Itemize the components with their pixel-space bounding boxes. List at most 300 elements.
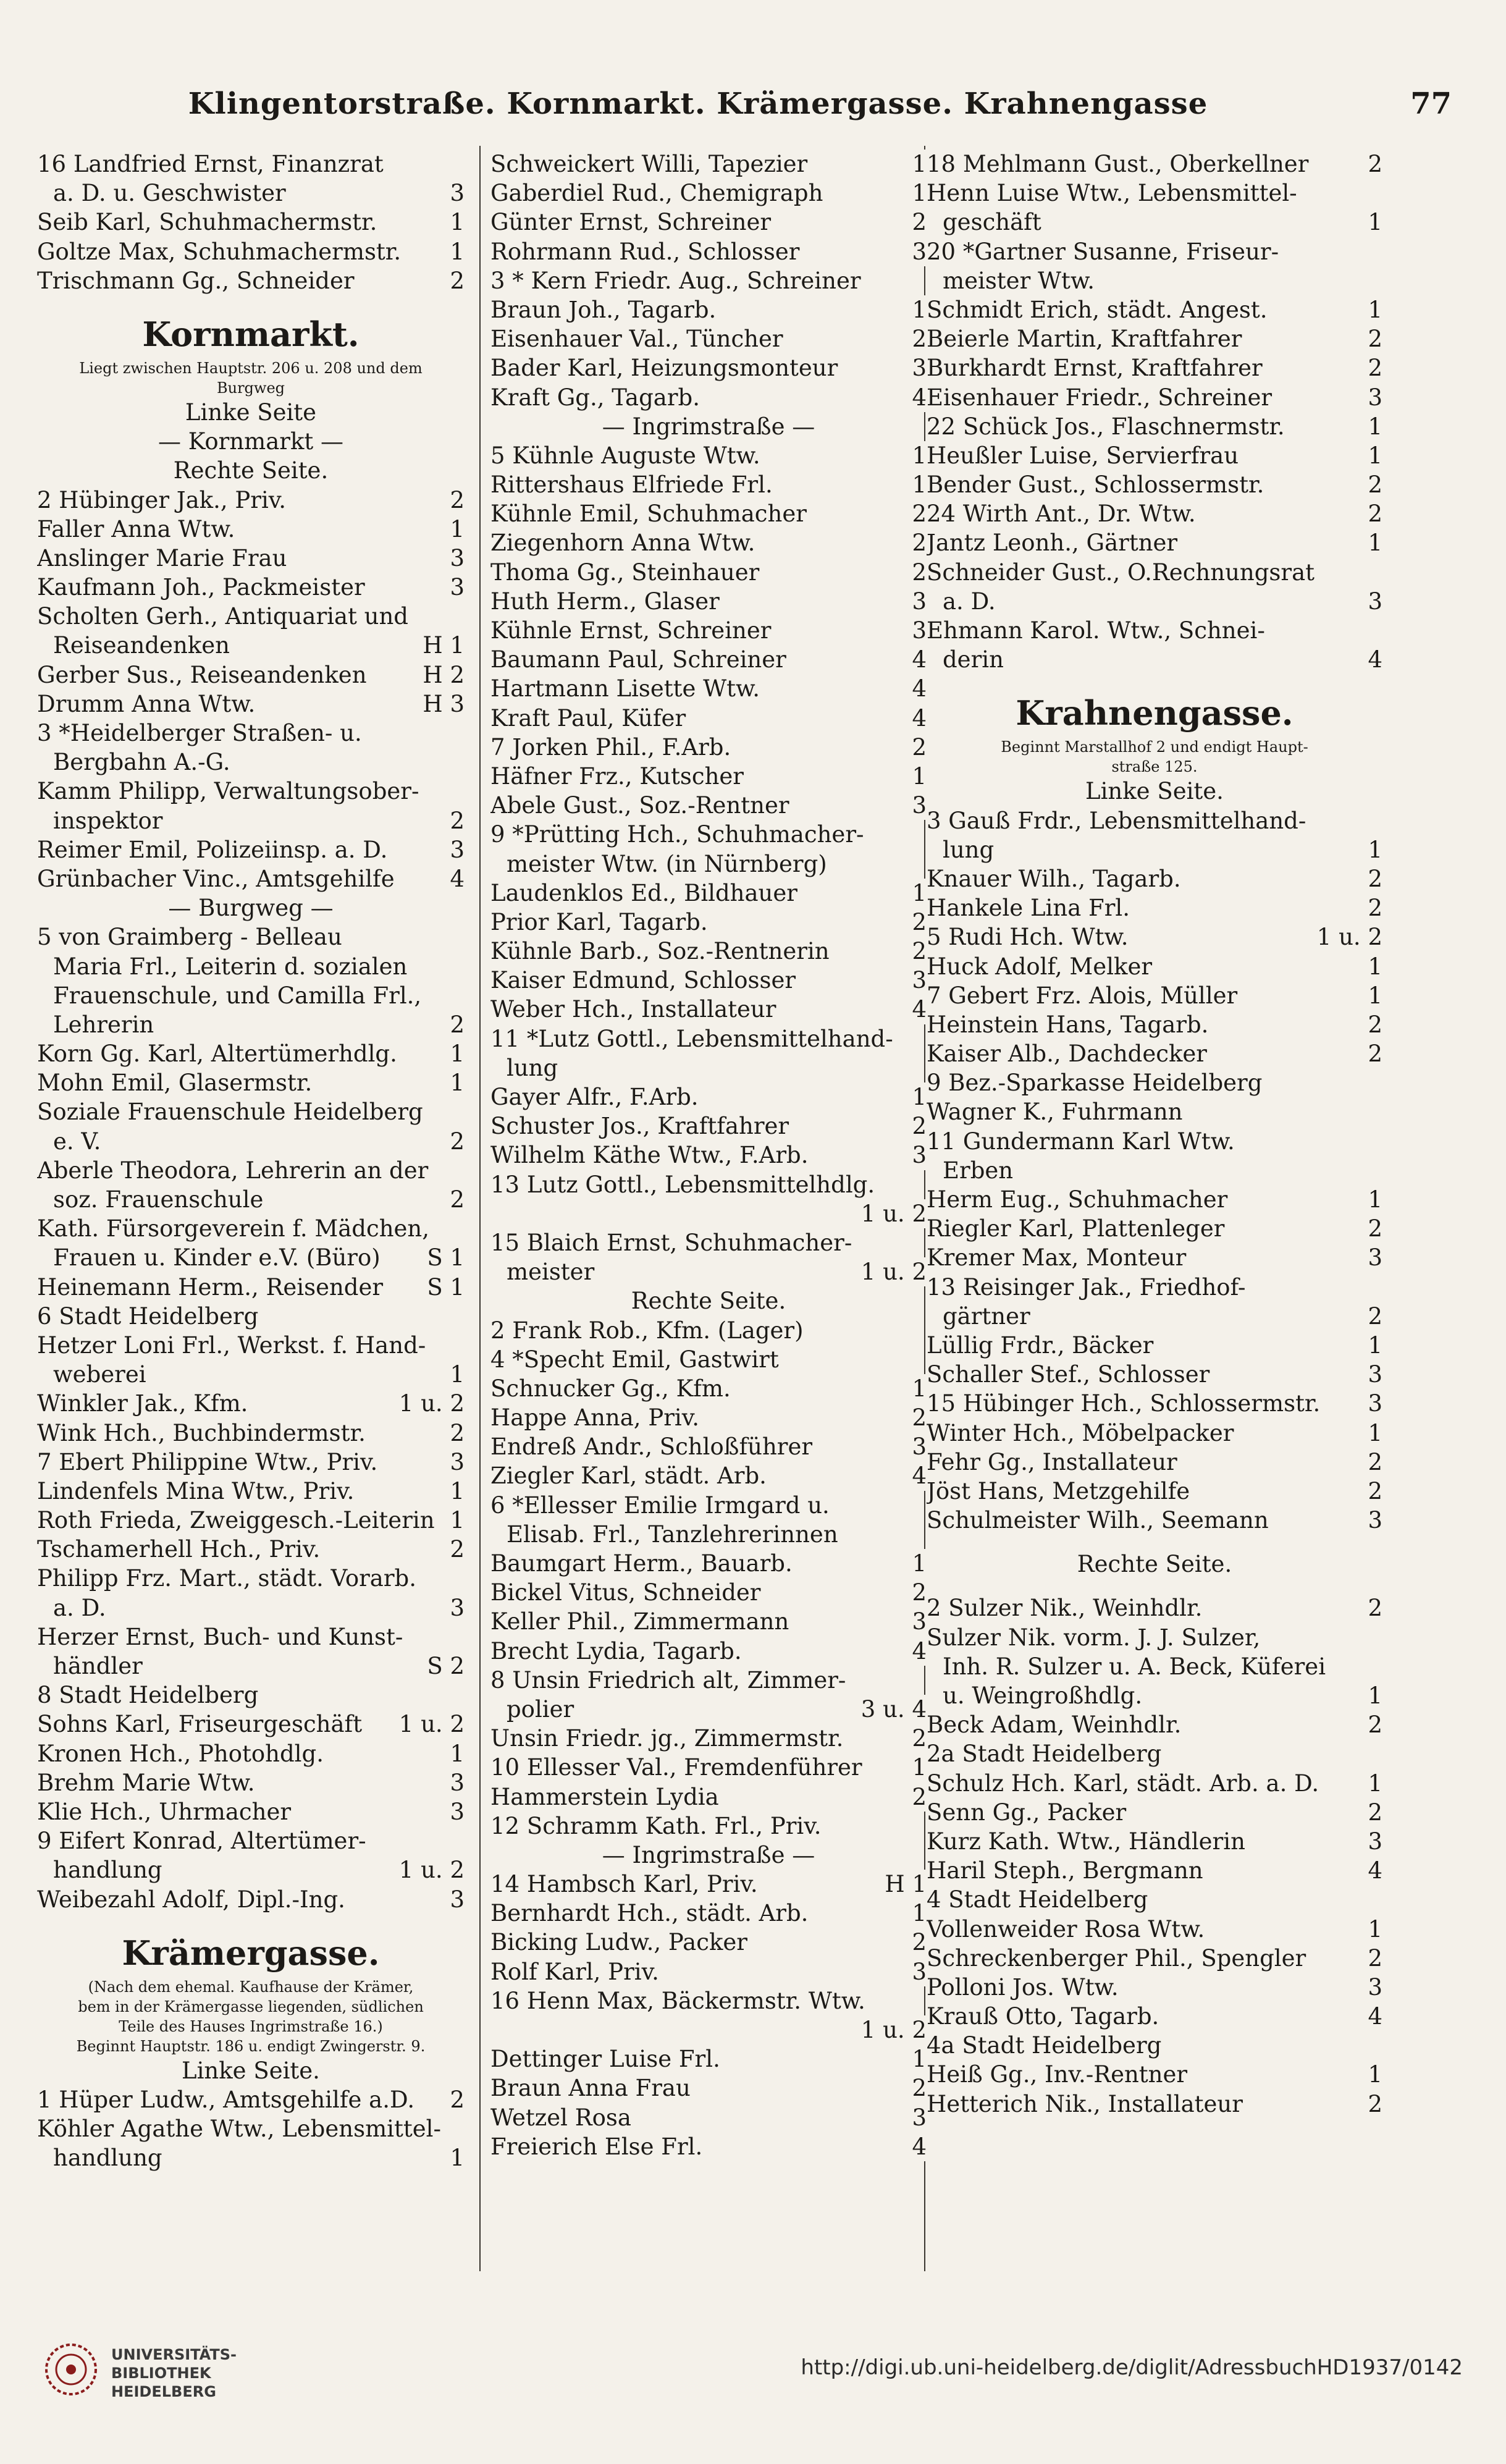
entry-floor: S 2: [424, 1652, 465, 1681]
entry-text: Hetzer Loni Frl., Werkst. f. Hand-: [37, 1331, 426, 1359]
entry-text: handlung: [53, 1857, 162, 1884]
entry-text: Herm Eug., Schuhmacher: [927, 1186, 1228, 1213]
directory-entry: [490, 2132, 927, 2161]
entry-floor: 2: [447, 2085, 465, 2114]
entry-text: 5 Kühnle Auguste Wtw.: [490, 442, 760, 469]
directory-entry: [927, 295, 1382, 324]
entry-floor: 3: [1365, 383, 1382, 412]
directory-entry: [37, 1768, 465, 1797]
entry-text: Heinemann Herm., Reisender: [37, 1273, 384, 1301]
directory-entry: [490, 1257, 927, 1286]
entry-text: Aberle Theodora, Lehrerin an der: [37, 1157, 429, 1184]
entry-floor: 3: [909, 1141, 927, 1170]
directory-entry: [37, 1885, 465, 1914]
entry-text: a. D.: [53, 1594, 106, 1621]
directory-entry: [490, 1695, 927, 1724]
entry-text: Thoma Gg., Steinhauer: [490, 559, 760, 586]
entry-text: Dettinger Luise Frl.: [490, 2046, 720, 2073]
entry-text: Bickel Vitus, Schneider: [490, 1579, 761, 1606]
entry-text: 16 Landfried Ernst, Finanzrat: [37, 151, 384, 177]
directory-entry: [490, 587, 927, 616]
entry-text: — Ingrimstraße —: [602, 413, 815, 440]
entry-floor: 1: [447, 1360, 465, 1389]
entry-floor: 1: [447, 1039, 465, 1068]
entry-text: Krämergasse.: [122, 1933, 380, 1973]
entry-text: Jöst Hans, Metzgehilfe: [927, 1477, 1190, 1504]
entry-text: meister Wtw.: [943, 267, 1095, 294]
entry-floor: 1: [909, 470, 927, 499]
entry-floor: 3: [909, 587, 927, 616]
entry-text: Kaufmann Joh., Packmeister: [37, 574, 365, 601]
entry-text: Knauer Wilh., Tagarb.: [927, 865, 1181, 892]
entry-text: Schneider Gust., O.Rechnungsrat: [927, 559, 1315, 586]
entry-floor: 2: [1365, 499, 1382, 528]
entry-floor: 1: [1365, 1769, 1382, 1798]
entry-text: Brecht Lydia, Tagarb.: [490, 1637, 742, 1664]
entry-floor: 1 u. 2: [397, 1855, 465, 1884]
page-footer: [0, 2323, 1506, 2464]
entry-text: Braun Anna Frau: [490, 2075, 691, 2102]
entry-text: 9 Eifert Konrad, Altertümer-: [37, 1828, 366, 1855]
directory-entry: [490, 1753, 927, 1782]
entry-floor: 3: [447, 179, 465, 208]
entry-text: — Ingrimstraße —: [602, 1841, 815, 1868]
directory-entry: [927, 353, 1382, 382]
directory-entry: [927, 1593, 1382, 1622]
entry-text: Klie Hch., Uhrmacher: [37, 1798, 292, 1825]
directory-entry: [490, 733, 927, 762]
directory-entry: [490, 1082, 927, 1112]
entry-floor: 1: [1365, 528, 1382, 557]
directory-entry: [37, 922, 465, 951]
entry-text: Vollenweider Rosa Wtw.: [927, 1915, 1205, 1943]
library-logo: [43, 2323, 237, 2422]
entry-floor: 4: [909, 2132, 927, 2161]
entry-text: Rohrmann Rud., Schlosser: [490, 238, 800, 265]
directory-entry: [490, 2074, 927, 2103]
entry-floor: 2: [447, 1010, 465, 1039]
entry-floor: 1: [1365, 981, 1382, 1010]
entry-floor: 3: [447, 544, 465, 573]
directory-entry: [490, 1345, 927, 1374]
directory-entry: [927, 1331, 1382, 1360]
entry-text: 6 Stadt Heidelberg: [37, 1302, 259, 1330]
entry-floor: 1: [909, 879, 927, 908]
directory-entry: [490, 208, 927, 237]
entry-text: meister Wtw. (in Nürnberg): [507, 850, 827, 877]
street-note: [37, 1997, 465, 2017]
entry-text: Endreß Andr., Schloßführer: [490, 1433, 813, 1461]
entry-text: Freierich Else Frl.: [490, 2133, 703, 2160]
directory-entry: [490, 295, 927, 324]
entry-text: Linke Seite: [185, 399, 317, 426]
directory-entry: [490, 704, 927, 733]
directory-entry: [490, 2103, 927, 2132]
entry-floor: 3: [1365, 1243, 1382, 1272]
entry-text: Heiß Gg., Inv.-Rentner: [927, 2061, 1188, 2088]
entry-text: Lüllig Frdr., Bäcker: [927, 1331, 1154, 1359]
entry-text: gärtner: [943, 1302, 1030, 1330]
entry-text: 3 Gauß Frdr., Lebensmittelhand-: [927, 807, 1306, 834]
entry-text: lung: [943, 836, 995, 863]
directory-entry: [490, 674, 927, 703]
entry-floor: 1: [1365, 208, 1382, 237]
entry-floor: 3: [909, 1957, 927, 1986]
directory-entry: [37, 1652, 465, 1681]
entry-text: 2 Frank Rob., Kfm. (Lager): [490, 1317, 804, 1344]
entry-text: 4 Stadt Heidelberg: [927, 1886, 1148, 1913]
directory-entry: [490, 791, 927, 820]
entry-text: Wilhelm Käthe Wtw., F.Arb.: [490, 1142, 809, 1169]
entry-text: Kronen Hch., Photohdlg.: [37, 1740, 324, 1767]
entry-floor: 3: [1365, 1360, 1382, 1389]
entry-text: Schulmeister Wilh., Seemann: [927, 1507, 1269, 1534]
entry-text: 3 * Kern Friedr. Aug., Schreiner: [490, 267, 861, 294]
street-note: [37, 358, 465, 378]
directory-entry: [37, 1010, 465, 1039]
directory-entry: [927, 1623, 1382, 1652]
entry-floor: 2: [909, 1724, 927, 1753]
entry-text: Krauß Otto, Tagarb.: [927, 2003, 1159, 2030]
directory-entry: [927, 2031, 1382, 2060]
entry-text: Schaller Stef., Schlosser: [927, 1361, 1210, 1388]
entry-floor: 3: [909, 237, 927, 266]
directory-entry: [37, 1855, 465, 1884]
directory-entry: [490, 1432, 927, 1461]
directory-entry: [927, 1448, 1382, 1477]
entry-text: Kühnle Emil, Schuhmacher: [490, 500, 807, 528]
entry-floor: 2: [1365, 1214, 1382, 1243]
directory-entry: [927, 1039, 1382, 1068]
entry-text: 7 Jorken Phil., F.Arb.: [490, 733, 731, 761]
section-label: [37, 398, 465, 427]
column-1: [37, 150, 465, 2293]
entry-text: Eisenhauer Val., Tüncher: [490, 326, 783, 353]
entry-floor: H 3: [420, 690, 465, 719]
directory-entry: [927, 1068, 1382, 1097]
directory-entry: [490, 937, 927, 966]
entry-floor: 1: [909, 295, 927, 324]
entry-floor: 2: [909, 528, 927, 557]
directory-entry: [927, 324, 1382, 353]
entry-floor: 3: [909, 1432, 927, 1461]
entry-text: händler: [53, 1653, 143, 1679]
directory-entry: [490, 558, 927, 587]
directory-entry: [490, 645, 927, 674]
directory-entry: [37, 237, 465, 266]
entry-text: 20 *Gartner Susanne, Friseur-: [927, 238, 1279, 265]
entry-text: 18 Mehlmann Gust., Oberkellner: [927, 151, 1309, 177]
directory-entry: [490, 1783, 927, 1812]
entry-floor: 2: [909, 733, 927, 762]
directory-entry: [37, 1360, 465, 1389]
entry-text: Sulzer Nik. vorm. J. J. Sulzer,: [927, 1624, 1261, 1651]
directory-entry: [37, 1564, 465, 1593]
entry-text: 16 Henn Max, Bäckermstr. Wtw.: [490, 1987, 865, 2014]
directory-entry: [927, 616, 1382, 645]
entry-text: Heußler Luise, Servierfrau: [927, 442, 1239, 469]
entry-text: 12 Schramm Kath. Frl., Priv.: [490, 1812, 822, 1839]
entry-text: Kurz Kath. Wtw., Händlerin: [927, 1828, 1245, 1855]
entry-floor: 1: [1365, 441, 1382, 470]
entry-text: Beierle Martin, Kraftfahrer: [927, 326, 1242, 353]
directory-entry: [490, 1870, 927, 1899]
directory-entry: [490, 2015, 927, 2044]
entry-text: Schulz Hch. Karl, städt. Arb. a. D.: [927, 1770, 1319, 1797]
entry-floor: 1: [1365, 2060, 1382, 2089]
entry-floor: 1: [909, 1374, 927, 1403]
entry-floor: H 1: [420, 631, 465, 660]
directory-entry: [37, 602, 465, 631]
directory-entry: [37, 1826, 465, 1855]
entry-floor: 1: [447, 2143, 465, 2172]
entry-floor: 2: [1365, 1798, 1382, 1827]
entry-text: 13 Reisinger Jak., Friedhof-: [927, 1273, 1246, 1301]
directory-entry: [37, 515, 465, 544]
library-name-line: BIBLIOTHEK: [111, 2365, 211, 2382]
directory-entry: [490, 850, 927, 879]
entry-text: Weibezahl Adolf, Dipl.-Ing.: [37, 1886, 345, 1913]
directory-entry: [37, 1127, 465, 1156]
entry-text: Schnucker Gg., Kfm.: [490, 1375, 731, 1402]
directory-entry: [927, 1273, 1382, 1302]
entry-floor: S 1: [424, 1273, 465, 1302]
entry-text: Kaiser Alb., Dachdecker: [927, 1040, 1207, 1068]
directory-entry: [37, 1273, 465, 1302]
section-label: [490, 412, 927, 441]
street-heading: [37, 1929, 465, 1977]
entry-text: Senn Gg., Packer: [927, 1799, 1127, 1826]
entry-text: geschäft: [943, 209, 1041, 236]
entry-text: Huck Adolf, Melker: [927, 953, 1153, 980]
entry-floor: 3: [1365, 1827, 1382, 1856]
directory-entry: [37, 1739, 465, 1768]
street-note: [37, 2036, 465, 2056]
directory-entry: [927, 981, 1382, 1010]
entry-text: Rolf Karl, Priv.: [490, 1958, 659, 1985]
entry-floor: 3: [909, 616, 927, 645]
directory-entry: [37, 1243, 465, 1272]
page-header: [37, 86, 1452, 136]
directory-entry: [37, 1448, 465, 1477]
entry-floor: 1: [909, 762, 927, 791]
directory-entry: [490, 1461, 927, 1490]
entry-text: u. Weingroßhdlg.: [943, 1682, 1143, 1709]
entry-text: Polloni Jos. Wtw.: [927, 1973, 1119, 2001]
entry-floor: 4: [1365, 1856, 1382, 1885]
entry-text: Wagner K., Fuhrmann: [927, 1099, 1183, 1126]
directory-entry: [490, 1666, 927, 1695]
entry-text: Bender Gust., Schlossermstr.: [927, 471, 1264, 499]
directory-entry: [37, 952, 465, 981]
entry-floor: 3: [1365, 1506, 1382, 1535]
entry-text: 7 Ebert Philippine Wtw., Priv.: [37, 1448, 378, 1475]
entry-floor: 4: [909, 674, 927, 703]
entry-floor: 2: [447, 1185, 465, 1214]
entry-text: Henn Luise Wtw., Lebensmittel-: [927, 180, 1297, 207]
entry-floor: 4: [909, 995, 927, 1024]
entry-text: Elisab. Frl., Tanzlehrerinnen: [507, 1521, 838, 1548]
column-2: [490, 150, 927, 2293]
entry-text: Inh. R. Sulzer u. A. Beck, Küferei: [943, 1653, 1326, 1680]
entry-text: Burgweg: [216, 379, 285, 397]
directory-entry: [927, 1097, 1382, 1126]
source-url-link[interactable]: http://digi.ub.uni-heidelberg.de/diglit/AdressbuchHD1937/0142: [801, 2355, 1463, 2380]
entry-text: Mohn Emil, Glasermstr.: [37, 1070, 313, 1097]
entry-text: Beginnt Marstallhof 2 und endigt Haupt-: [1001, 738, 1308, 756]
entry-floor: 3: [447, 573, 465, 602]
entry-text: Schmidt Erich, städt. Angest.: [927, 296, 1268, 323]
entry-floor: 1: [1365, 835, 1382, 864]
section-label: [490, 1841, 927, 1870]
directory-entry: [927, 1506, 1382, 1535]
spacer: [37, 1914, 465, 1929]
entry-text: Haril Steph., Bergmann: [927, 1857, 1203, 1884]
directory-entry: [927, 1944, 1382, 1973]
entry-floor: 2: [447, 1419, 465, 1448]
entry-floor: 2: [447, 486, 465, 515]
entry-floor: 2: [1365, 1302, 1382, 1331]
entry-floor: H 2: [420, 660, 465, 690]
entry-floor: 1: [1365, 1185, 1382, 1214]
library-name-line: UNIVERSITÄTS-: [111, 2346, 237, 2363]
entry-text: 6 *Ellesser Emilie Irmgard u.: [490, 1491, 830, 1519]
directory-entry: [37, 150, 465, 179]
directory-entry: [490, 820, 927, 849]
entry-text: Trischmann Gg., Schneider: [37, 267, 355, 294]
entry-text: Weber Hch., Installateur: [490, 996, 776, 1023]
entry-text: straße 125.: [1111, 758, 1198, 776]
directory-entry: [37, 1214, 465, 1243]
entry-text: Maria Frl., Leiterin d. sozialen: [53, 953, 408, 980]
directory-entry: [490, 616, 927, 645]
entry-text: Keller Phil., Zimmermann: [490, 1608, 789, 1635]
entry-text: Scholten Gerh., Antiquariat und: [37, 603, 408, 630]
entry-text: Heinstein Hans, Tagarb.: [927, 1011, 1209, 1038]
entry-text: Kath. Fürsorgeverein f. Mädchen,: [37, 1215, 430, 1243]
entry-floor: 4: [909, 383, 927, 412]
section-label: [37, 2056, 465, 2085]
entry-floor: 2: [1365, 1039, 1382, 1068]
entry-floor: 3: [447, 835, 465, 864]
directory-entry: [490, 1899, 927, 1928]
entry-floor: 2: [909, 937, 927, 966]
entry-floor: 1: [909, 1753, 927, 1782]
entry-floor: 2: [909, 499, 927, 528]
directory-entry: [927, 470, 1382, 499]
section-label: [490, 1286, 927, 1315]
entry-text: — Burgweg —: [168, 895, 334, 922]
entry-text: 10 Ellesser Val., Fremdenführer: [490, 1754, 862, 1781]
directory-entry: [490, 1812, 927, 1841]
entry-text: Frauen u. Kinder e.V. (Büro): [53, 1244, 381, 1272]
directory-entry: [490, 762, 927, 791]
directory-entry: [37, 1068, 465, 1097]
entry-text: Philipp Frz. Mart., städt. Vorarb.: [37, 1565, 416, 1592]
directory-entry: [927, 645, 1382, 674]
entry-text: handlung: [53, 2145, 162, 2172]
entry-text: Bernhardt Hch., städt. Arb.: [490, 1900, 809, 1927]
entry-floor: 1: [447, 1068, 465, 1097]
entry-text: bem in der Krämergasse liegenden, südlichen: [78, 1998, 424, 2015]
entry-text: derin: [943, 646, 1004, 673]
library-name-line: HEIDELBERG: [111, 2383, 216, 2400]
directory-entry: [490, 1607, 927, 1636]
entry-floor: 3: [909, 353, 927, 382]
entry-text: Eisenhauer Friedr., Schreiner: [927, 384, 1273, 411]
directory-entry: [37, 2143, 465, 2172]
entry-floor: 3: [1365, 587, 1382, 616]
entry-text: Hetterich Nik., Installateur: [927, 2090, 1243, 2117]
directory-entry: [37, 690, 465, 719]
section-label: [927, 1550, 1382, 1579]
entry-text: Schreckenberger Phil., Spengler: [927, 1944, 1306, 1972]
entry-floor: 3: [909, 966, 927, 995]
directory-entry: [927, 1856, 1382, 1885]
directory-entry: [37, 1097, 465, 1126]
entry-floor: 2: [1365, 1477, 1382, 1506]
entry-floor: S 1: [424, 1243, 465, 1272]
directory-entry: [490, 383, 927, 412]
entry-floor: 2: [1365, 893, 1382, 922]
entry-floor: 2: [1365, 470, 1382, 499]
entry-text: Kamm Philipp, Verwaltungsober-: [37, 778, 419, 805]
directory-entry: [490, 324, 927, 353]
directory-entry: [37, 266, 465, 295]
entry-floor: 1: [909, 1549, 927, 1578]
page-number: 77: [1410, 86, 1452, 121]
directory-entry: [927, 150, 1382, 179]
entry-text: Kornmarkt.: [142, 314, 360, 354]
entry-text: Häfner Frz., Kutscher: [490, 762, 744, 790]
directory-entry: [490, 470, 927, 499]
entry-text: Anslinger Marie Frau: [37, 544, 287, 572]
entry-text: Günter Ernst, Schreiner: [490, 209, 772, 236]
directory-entry: [927, 208, 1382, 237]
entry-text: Rittershaus Elfriede Frl.: [490, 471, 773, 499]
section-label: [37, 893, 465, 922]
directory-entry: [927, 412, 1382, 441]
directory-entry: [927, 2090, 1382, 2119]
entry-floor: 2: [909, 208, 927, 237]
directory-entry: [490, 1957, 927, 1986]
directory-entry: [37, 981, 465, 1010]
entry-text: Kaiser Edmund, Schlosser: [490, 967, 796, 994]
directory-entry: [490, 1520, 927, 1549]
directory-entry: [37, 835, 465, 864]
directory-entry: [927, 864, 1382, 893]
entry-text: Linke Seite.: [1085, 778, 1224, 805]
entry-text: Roth Frieda, Zweiggesch.-Leiterin: [37, 1507, 435, 1534]
entry-floor: 2: [1365, 1944, 1382, 1973]
street-heading: [37, 310, 465, 358]
entry-floor: 2: [1365, 2090, 1382, 2119]
directory-entry: [927, 1360, 1382, 1389]
directory-entry: [490, 1316, 927, 1345]
directory-entry: [927, 1739, 1382, 1768]
entry-floor: 2: [909, 1783, 927, 1812]
directory-entry: [927, 1885, 1382, 1914]
column-divider: [479, 146, 481, 2271]
entry-text: Bicking Ludw., Packer: [490, 1929, 747, 1956]
entry-text: Winkler Jak., Kfm.: [37, 1390, 248, 1417]
entry-text: Gerber Sus., Reiseandenken: [37, 661, 367, 688]
entry-text: Schweickert Willi, Tapezier: [490, 151, 808, 177]
entry-floor: 1 u. 2: [859, 2015, 927, 2044]
entry-text: soz. Frauenschule: [53, 1186, 264, 1213]
directory-entry: [490, 150, 927, 179]
directory-entry: [927, 383, 1382, 412]
